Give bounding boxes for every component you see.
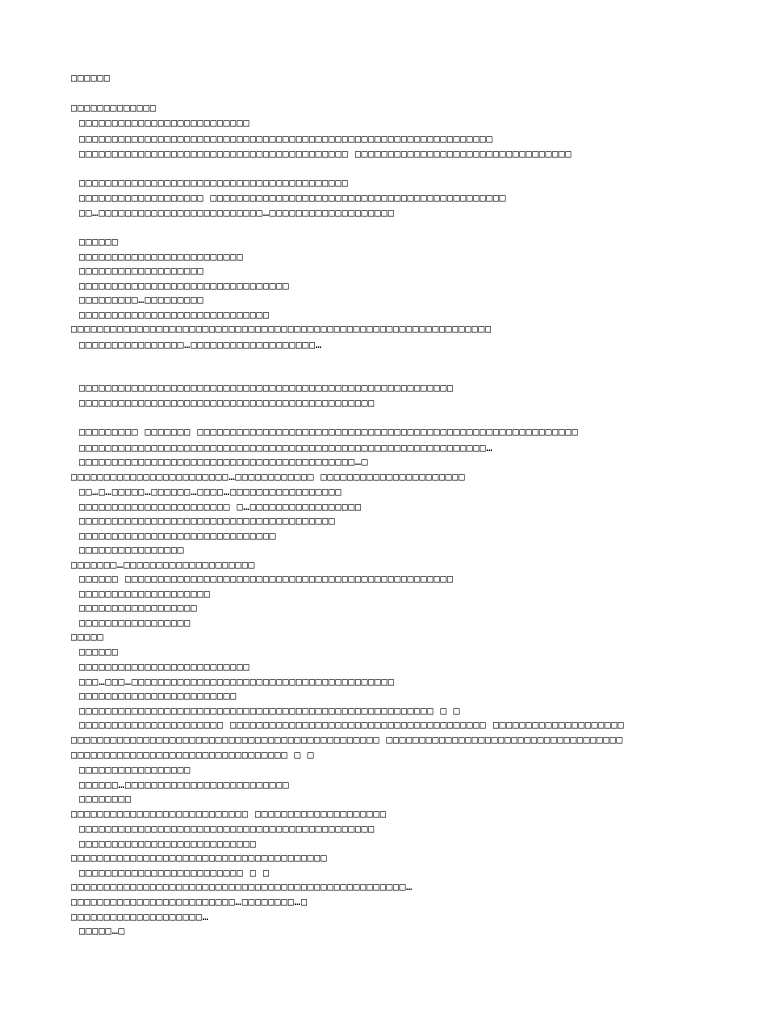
text-line: □□□□□□□□□□□□□□□□□□□□□□□□ bbox=[79, 691, 237, 702]
text-line: □□□□□□□□□□□□□□□□□ bbox=[79, 618, 191, 629]
text-line: □□□□□□ bbox=[79, 237, 119, 248]
text-line: □□□□□□□□□□□□□ bbox=[71, 103, 157, 114]
text-line: □□□□□□□□□□□□□□□□□□□□□□□□□□ bbox=[79, 662, 250, 673]
text-line: □□□□□□□□□□□□□□□□□□□□□□□ □…□□□□□□□□□□□□□□□□□ bbox=[79, 502, 362, 513]
text-line: □□□□□□□□□□□□□□□□□□□ bbox=[79, 266, 204, 277]
text-line: □□□□□□□□□□□□□□□□□□□□□□□□□…□□□□□□□□…□ bbox=[71, 897, 308, 908]
text-line: □□□□□□□□□□□□□□□□□□□□□□□□□□□□□□□□□□□□□□□□□□□□□ bbox=[79, 398, 375, 409]
text-line: □□□□□□□□□□□□□□□□□□□□□□□□□□□□□□□□□□□□□□□□□□□□□□□ □□□□□□□□□□□□□□□□□□□□□□□□□□□□□□□□□□□□ bbox=[71, 735, 623, 746]
text-line: □□□□□□□□□□□□□□□□□ bbox=[79, 765, 191, 776]
text-line: □□□□□ bbox=[71, 632, 104, 643]
text-line: □□□□□□□□□□□□□□□□□□□□□□□□□□□□□□□□□□□□□□□□□□□□□□□□□□□□□□□□□ bbox=[79, 383, 454, 394]
text-line: □□□□□□□□□□□□□□□□□□□□□□□□□□□□□□ bbox=[79, 531, 277, 542]
text-line: □□□□□…□ bbox=[79, 926, 125, 937]
text-line: □□…□□□□□□□□□□□□□□□□□□□□□□□□□…□□□□□□□□□□□□□□□□□□□ bbox=[79, 208, 395, 219]
text-line: □□…□…□□□□□…□□□□□□…□□□□…□□□□□□□□□□□□□□□□□ bbox=[79, 487, 342, 498]
text-line: □□□□□□□□□□□□□□□□□□□□□□ □□□□□□□□□□□□□□□□□□□□□□□□□□□□□□□□□□□□□□□ □□□□□□□□□□□□□□□□□□□□ bbox=[79, 720, 625, 731]
text-line: □□□□□□□□□□□□□□□□□□□ □□□□□□□□□□□□□□□□□□□□□□□□□□□□□□□□□□□□□□□□□□□□□ bbox=[79, 193, 507, 204]
text-line: □□□□□□□□□□□□□□□□□□□□□□□□□□□□□□□□□□□□□□□□□□□□□□□□□□□□□□ □ □ bbox=[79, 706, 461, 717]
text-line: □□□□□□□□ bbox=[79, 794, 132, 805]
text-line: □□□□□□ □□□□□□□□□□□□□□□□□□□□□□□□□□□□□□□□□□□□□□□□□□□□□□□□□□ bbox=[79, 574, 454, 585]
text-line: □□□□□□□□□□□□□□□□□□□□□□□□□□□ bbox=[79, 839, 257, 850]
text-line: □□□□□□□□□□□□□□□□□□□□□□□□□□□□□□□□□□□□□□□□□ □□□□□□□□□□□□□□□□□□□□□□□□□□□□□□□□□ bbox=[79, 149, 572, 160]
text-line: □□□□□□□□□□□□□□□□□□□□□□□□□□□□□□□□□□□□□□□□□ bbox=[79, 178, 349, 189]
text-line: □□□□□□□□□ □□□□□□□ □□□□□□□□□□□□□□□□□□□□□□□□□□□□□□□□□□□□□□□□□□□□□□□□□□□□□□□□□□ bbox=[79, 427, 579, 438]
text-line: □□□□□□□□□□□□□□□□□□□□… bbox=[71, 912, 209, 923]
text-line: □□□□□□ bbox=[71, 73, 111, 84]
text-line: □□□□□□□□□□□□□□□□□□□□□□□□□□□□□□□□□ □ □ bbox=[71, 750, 315, 761]
text-line: □□□□□□□□□□□□□□□□□□□□□□□□□ □ □ bbox=[79, 868, 270, 879]
text-line: □□□…□□□…□□□□□□□□□□□□□□□□□□□□□□□□□□□□□□□□□□□□□□□□ bbox=[79, 677, 395, 688]
text-line: □□□□□□□□□□□□□□□□□□□□□□□□□□□□□□□□□□□□□□□ bbox=[71, 853, 328, 864]
text-line: □□□□□□□□□□□□□□□□ bbox=[79, 545, 185, 556]
text-line: □□□□□□□□□□□□□□□□□□□□□□□□□ bbox=[79, 252, 244, 263]
text-line: □□□□□□…□□□□□□□□□□□□□□□□□□□□□□□□□ bbox=[79, 780, 290, 791]
text-line: □□□□□□□…□□□□□□□□□□□□□□□□□□□□ bbox=[71, 560, 255, 571]
text-line: □□□□□□ bbox=[79, 647, 119, 658]
text-line: □□□□□□□□□□□□□□□□□□□□□□□□□□□□□□□□□□□□□□□□□□□□□□□□□□□□□□□□□□□□□□□ bbox=[79, 134, 493, 145]
text-line: □□□□□□□□□□□□□□□□…□□□□□□□□□□□□□□□□□□□… bbox=[79, 340, 323, 351]
text-line: □□□□□□□□□□□□□□□□□□□□□□□□□□□□□□□□□□□□□□□ bbox=[79, 516, 336, 527]
text-line: □□□□□□□□□□□□□□□□□□□□□□□□□□□□□□□□□□□□□□□□□□…□ bbox=[79, 457, 369, 468]
text-line: □□□□□□□□□□□□□□□□□□□□□□□□…□□□□□□□□□□□□ □□□□□□□□□□□□□□□□□□□□□□ bbox=[71, 472, 466, 483]
text-line: □□□□□□□□□□□□□□□□□□□□□□□□□□□□□□□□□□□□□□□□□□□□□□□□□□□□□□□□□□□□□□… bbox=[79, 443, 493, 454]
text-line: □□□□□□□□□□□□□□□□□□□□□□□□□□ bbox=[79, 118, 250, 129]
text-line: □□□□□□□□□□□□□□□□□□□□□□□□□□□□□□□□ bbox=[79, 281, 290, 292]
text-line: □□□□□□□□□□□□□□□□□□□□□□□□□□□□□□□□□□□□□□□□□□□□□□□□□□□… bbox=[71, 882, 413, 893]
text-line: □□□□□□□□□□□□□□□□□□□□□□□□□□□□□ bbox=[79, 310, 270, 321]
text-line: □□□□□□□□□□□□□□□□□□□□ bbox=[79, 589, 211, 600]
text-line: □□□□□□□□□□□□□□□□□□□□□□□□□□□□□□□□□□□□□□□□□□□□□□□□□□□□□□□□□□□□□□□□ bbox=[71, 324, 492, 335]
text-line: □□□□□□□□□□□□□□□□□□ bbox=[79, 603, 198, 614]
text-line: □□□□□□□□□□□□□□□□□□□□□□□□□□□ □□□□□□□□□□□□□□□□□□□□ bbox=[71, 809, 387, 820]
text-line: □□□□□□□□□…□□□□□□□□□ bbox=[79, 295, 204, 306]
text-line: □□□□□□□□□□□□□□□□□□□□□□□□□□□□□□□□□□□□□□□□□□□□□ bbox=[79, 824, 375, 835]
